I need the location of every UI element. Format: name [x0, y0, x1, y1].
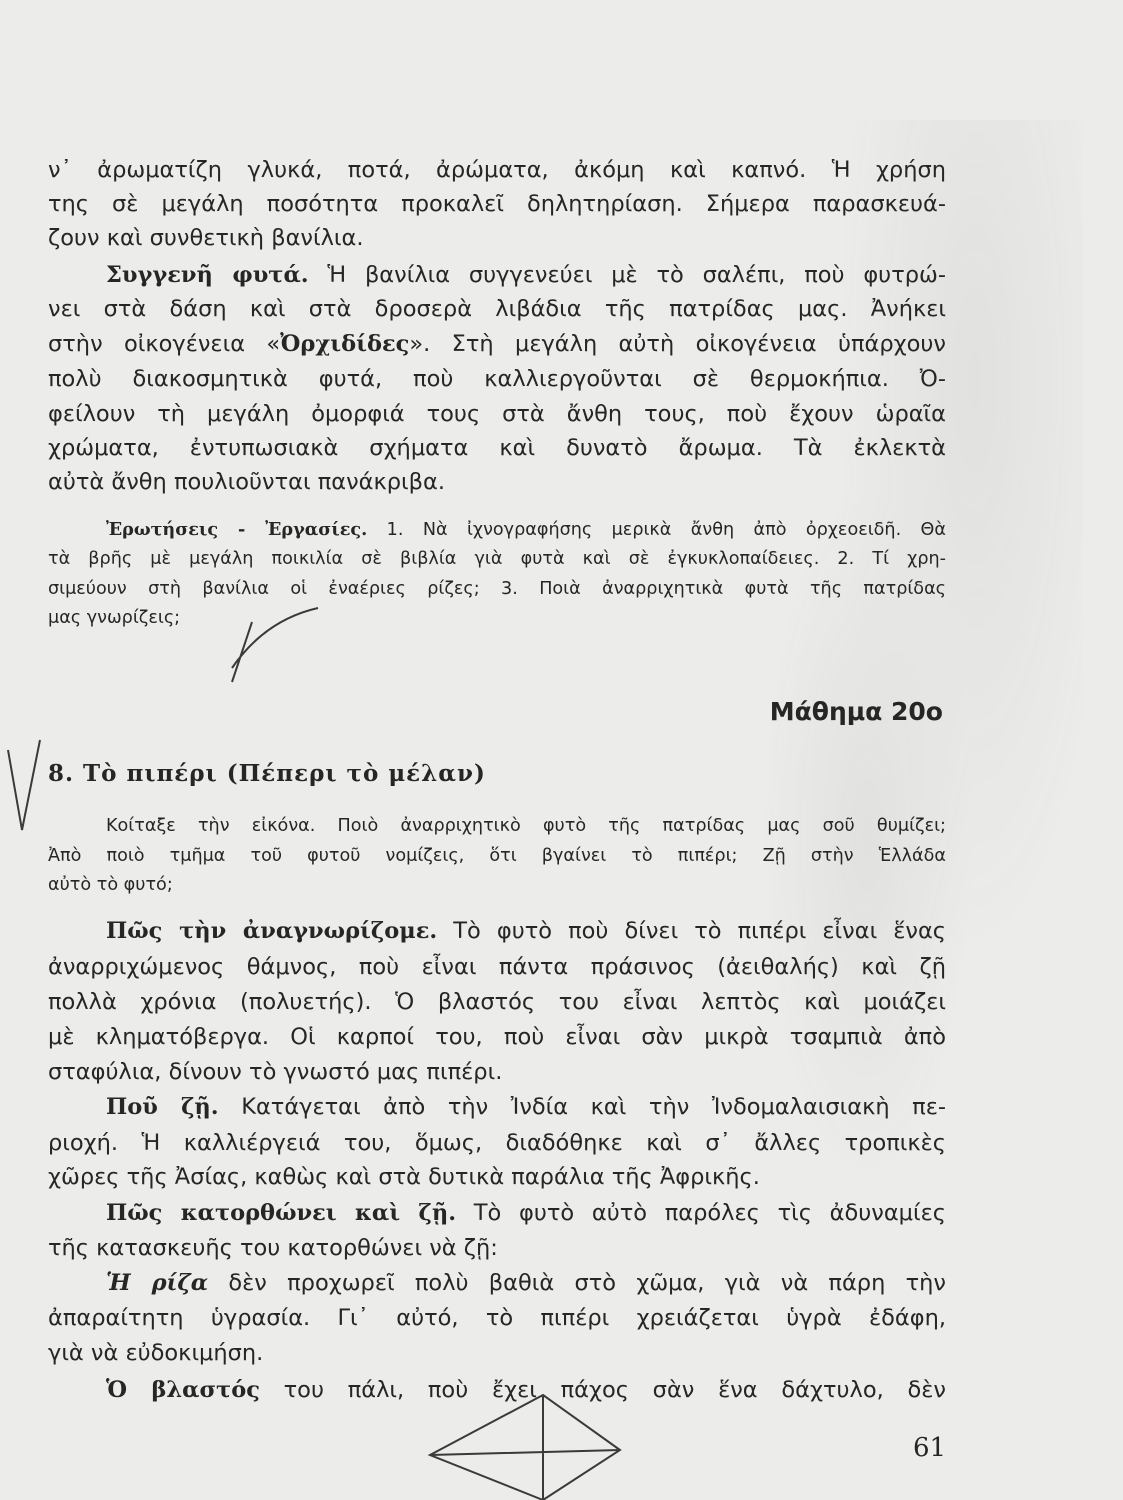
where-heading: Ποῦ ζῇ. [106, 1094, 219, 1120]
chapter-title: 8. Τὸ πιπέρι (Πέπερι τὸ μέλαν) [48, 760, 486, 787]
intro-line-2: Ἀπὸ ποιὸ τμῆμα τοῦ φυτοῦ νομίζεις, ὅτι βγαίνει τὸ πιπέρι; Ζῇ στὴν Ἑλλάδα [48, 846, 946, 866]
related-line-7: αὐτὰ ἄνθη πουλιοῦνται πανάκριβα. [48, 469, 445, 495]
survive-line-2: τῆς κατασκευῆς του κατορθώνει νὰ ζῇ: [48, 1235, 498, 1261]
related-line-6: χρώματα, ἐντυπωσιακὰ σχήματα καὶ δυνατὸ ἄρωμα. Τὰ ἐκλεκτὰ [48, 435, 946, 461]
questions-line-3: σιμεύουν στὴ βανίλια οἱ ἐναέριες ρίζες; 3. Ποιὰ ἀναρριχητικὰ φυτὰ τῆς πατρίδας [48, 579, 946, 599]
stem-heading: Ὁ βλαστός [106, 1377, 260, 1403]
where-line-3: χῶρες τῆς Ἀσίας, καθὼς καὶ στὰ δυτικὰ παράλια τῆς Ἀφρικῆς. [48, 1164, 760, 1190]
related-line-4: πολὺ διακοσμητικὰ φυτά, ποὺ καλλιεργοῦνται σὲ θερμοκήπια. Ὀ- [48, 366, 946, 392]
root-line-1: Ἡ ρίζα δὲν προχωρεῖ πολὺ βαθιὰ στὸ χῶμα, γιὰ νὰ πάρη τὴν [106, 1270, 947, 1296]
where-line-1: Ποῦ ζῇ. Κατάγεται ἀπὸ τὴν Ἰνδία καὶ τὴν Ἰνδομαλαισιακὴ πε- [106, 1094, 947, 1120]
recognize-line-2: ἀναρριχώμενος θάμνος, ποὺ εἶναι πάντα πράσινος (ἀειθαλής) καὶ ζῇ [48, 954, 946, 980]
related-heading: Συγγενῆ φυτά. [106, 262, 309, 288]
related-line-2: νει στὰ δάση καὶ στὰ δροσερὰ λιβάδια τῆς πατρίδας μας. Ἀνήκει [48, 296, 946, 322]
survive-line-1: Πῶς κατορθώνει καὶ ζῇ. Τὸ φυτὸ αὐτὸ παρόλες τὶς ἀδυναμίες [106, 1200, 946, 1226]
para1-line-1: ν᾽ ἀρωματίζη γλυκά, ποτά, ἀρώματα, ἀκόμη καὶ καπνό. Ἡ χρήση [48, 157, 946, 183]
intro-line-3: αὐτὸ τὸ φυτό; [48, 875, 173, 895]
root-line-2: ἀπαραίτητη ὑγρασία. Γι᾽ αὐτό, τὸ πιπέρι χρειάζεται ὑγρὰ ἐδάφη, [48, 1305, 946, 1331]
root-heading: Ἡ ρίζα [106, 1270, 209, 1296]
where-line-2: ριοχή. Ἡ καλλιέργειά του, ὅμως, διαδόθηκε καὶ σ᾽ ἄλλες τροπικὲς [48, 1130, 946, 1156]
recognize-line-3: πολλὰ χρόνια (πολυετής). Ὁ βλαστός του εἶναι λεπτὸς καὶ μοιάζει [48, 989, 946, 1015]
questions-line-2: τὰ βρῆς μὲ μεγάλη ποικιλία σὲ βιβλία γιὰ φυτὰ καὶ σὲ ἐγκυκλοπαίδειες. 2. Τί χρη- [48, 549, 946, 569]
stem-line-1: Ὁ βλαστός του πάλι, ποὺ ἔχει πάχος σὰν ἕνα δάχτυλο, δὲν [106, 1377, 946, 1403]
lesson-title: Μάθημα 20ο [769, 697, 943, 726]
questions-line-1: Ἐρωτήσεις - Ἐργασίες. 1. Νὰ ἰχνογραφήσης μερικὰ ἄνθη ἀπὸ ὀρχεοειδῆ. Θὰ [106, 519, 947, 540]
checkmark-scribble-margin [8, 740, 40, 830]
para1-line-3: ζουν καὶ συνθετικὴ βανίλια. [48, 225, 364, 251]
related-line-1: Συγγενῆ φυτά. Ἡ βανίλια συγγενεύει μὲ τὸ σαλέπι, ποὺ φυτρώ- [106, 262, 946, 288]
page-number: 61 [913, 1433, 947, 1463]
root-line-3: γιὰ νὰ εὐδοκιμήση. [48, 1340, 264, 1366]
survive-heading: Πῶς κατορθώνει καὶ ζῇ. [106, 1200, 457, 1226]
intro-line-1: Κοίταξε τὴν εἰκόνα. Ποιὸ ἀναρριχητικὸ φυτὸ τῆς πατρίδας μας σοῦ θυμίζει; [106, 816, 946, 836]
recognize-line-5: σταφύλια, δίνουν τὸ γνωστό μας πιπέρι. [48, 1059, 503, 1085]
recognize-heading: Πῶς τὴν ἀναγνωρίζομε. [106, 918, 438, 944]
recognize-line-1: Πῶς τὴν ἀναγνωρίζομε. Τὸ φυτὸ ποὺ δίνει τὸ πιπέρι εἶναι ἕνας [106, 918, 946, 944]
related-line-3: στὴν οἰκογένεια «Ὀρχιδίδες». Στὴ μεγάλη αὐτὴ οἰκογένεια ὑπάρχουν [48, 331, 947, 357]
para1-line-2: της σὲ μεγάλη ποσότητα προκαλεῖ δηλητηρίαση. Σήμερα παρασκευά- [48, 191, 946, 217]
kite-drawing [430, 1395, 620, 1500]
questions-line-4: μας γνωρίζεις; [48, 608, 181, 628]
related-line-5: φείλουν τὴ μεγάλη ὀμορφιά τους στὰ ἄνθη τους, ποὺ ἔχουν ὡραῖα [48, 401, 946, 427]
questions-heading: Ἐρωτήσεις - Ἐργασίες. [106, 519, 368, 540]
recognize-line-4: μὲ κληματόβεργα. Οἱ καρποί του, ποὺ εἶναι σὰν μικρὰ τσαμπιὰ ἀπὸ [48, 1024, 946, 1050]
orchid-family-name: Ὀρχιδίδες [280, 331, 410, 357]
